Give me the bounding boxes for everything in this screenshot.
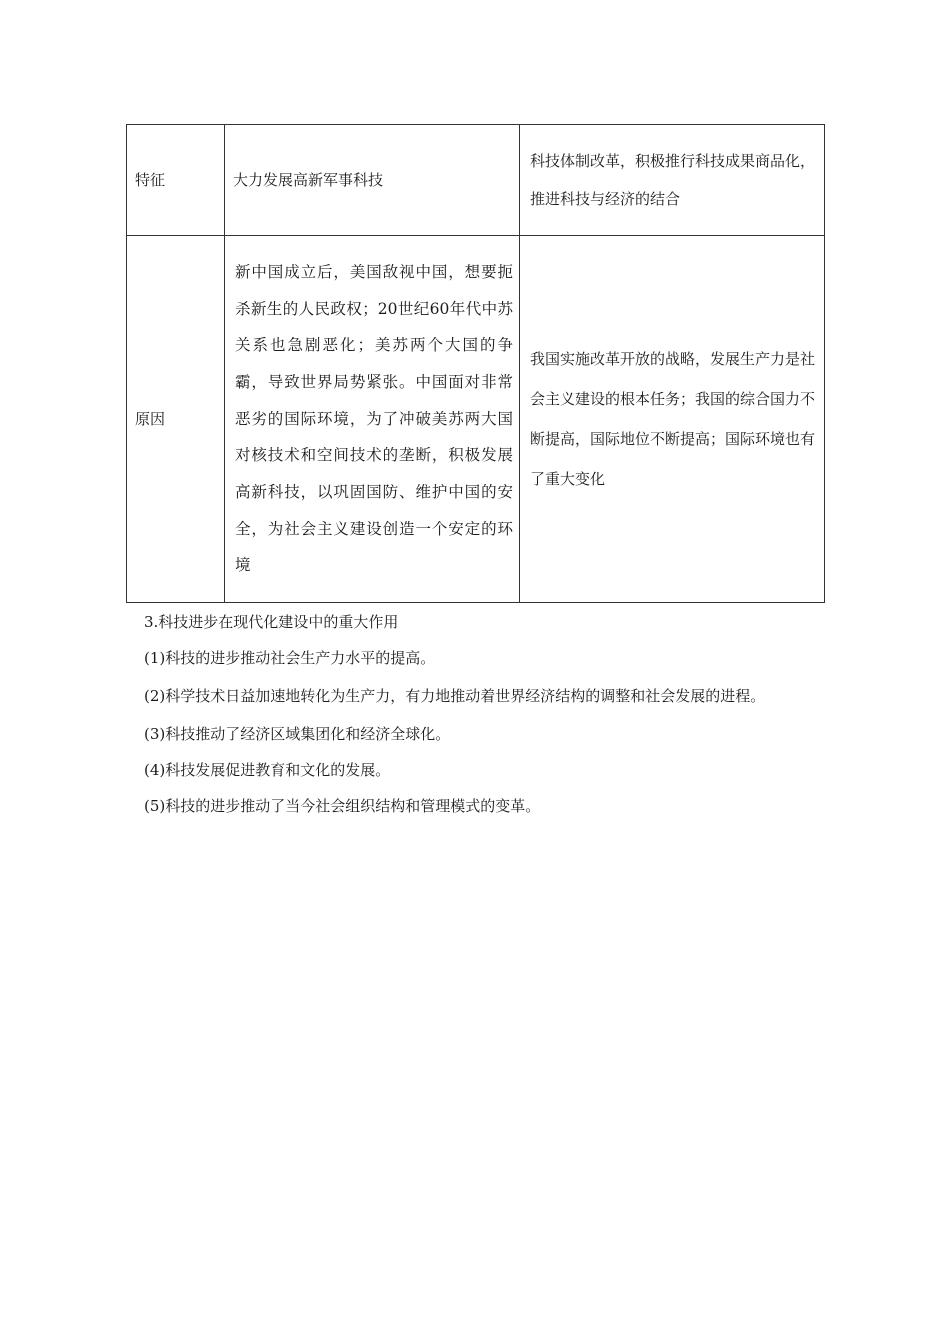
reason-reform-cell: 我国实施改革开放的战略，发展生产力是社会主义建设的根本任务；我国的综合国力不断提高，国际地位不断提高；国际环境也有了重大变化 bbox=[520, 236, 825, 603]
table-row-reason bbox=[127, 236, 825, 603]
comparison-table bbox=[126, 124, 825, 603]
section-3 bbox=[144, 604, 834, 824]
list-item: (2)科学技术日益加速地转化为生产力，有力地推动着世界经济结构的调整和社会发展的进程。 bbox=[144, 687, 766, 705]
list-item: (1)科技的进步推动社会生产力水平的提高。 bbox=[144, 649, 436, 667]
section-heading: 3.科技进步在现代化建设中的重大作用 bbox=[144, 613, 399, 631]
table-row-feature bbox=[127, 125, 825, 236]
list-item: (4)科技发展促进教育和文化的发展。 bbox=[144, 761, 391, 779]
reason-label-cell: 原因 bbox=[127, 236, 225, 603]
reason-military-cell: 新中国成立后，美国敌视中国，想要扼杀新生的人民政权；20世纪60年代中苏关系也急剧恶化；美苏两个大国的争霸，导致世界局势紧张。中国面对非常恶劣的国际环境，为了冲破美苏两大国对核技术和空间技术的垄断，积极发展高新科技，以巩固国防、维护中国的安全，为社会主义建设创造一个安定的环境 bbox=[225, 236, 520, 603]
feature-military-cell: 大力发展高新军事科技 bbox=[225, 125, 520, 236]
list-item: (5)科技的进步推动了当今社会组织结构和管理模式的变革。 bbox=[144, 797, 541, 815]
feature-label-cell: 特征 bbox=[127, 125, 225, 236]
list-item: (3)科技推动了经济区域集团化和经济全球化。 bbox=[144, 725, 451, 743]
feature-reform-cell: 科技体制改革，积极推行科技成果商品化，推进科技与经济的结合 bbox=[520, 125, 825, 236]
